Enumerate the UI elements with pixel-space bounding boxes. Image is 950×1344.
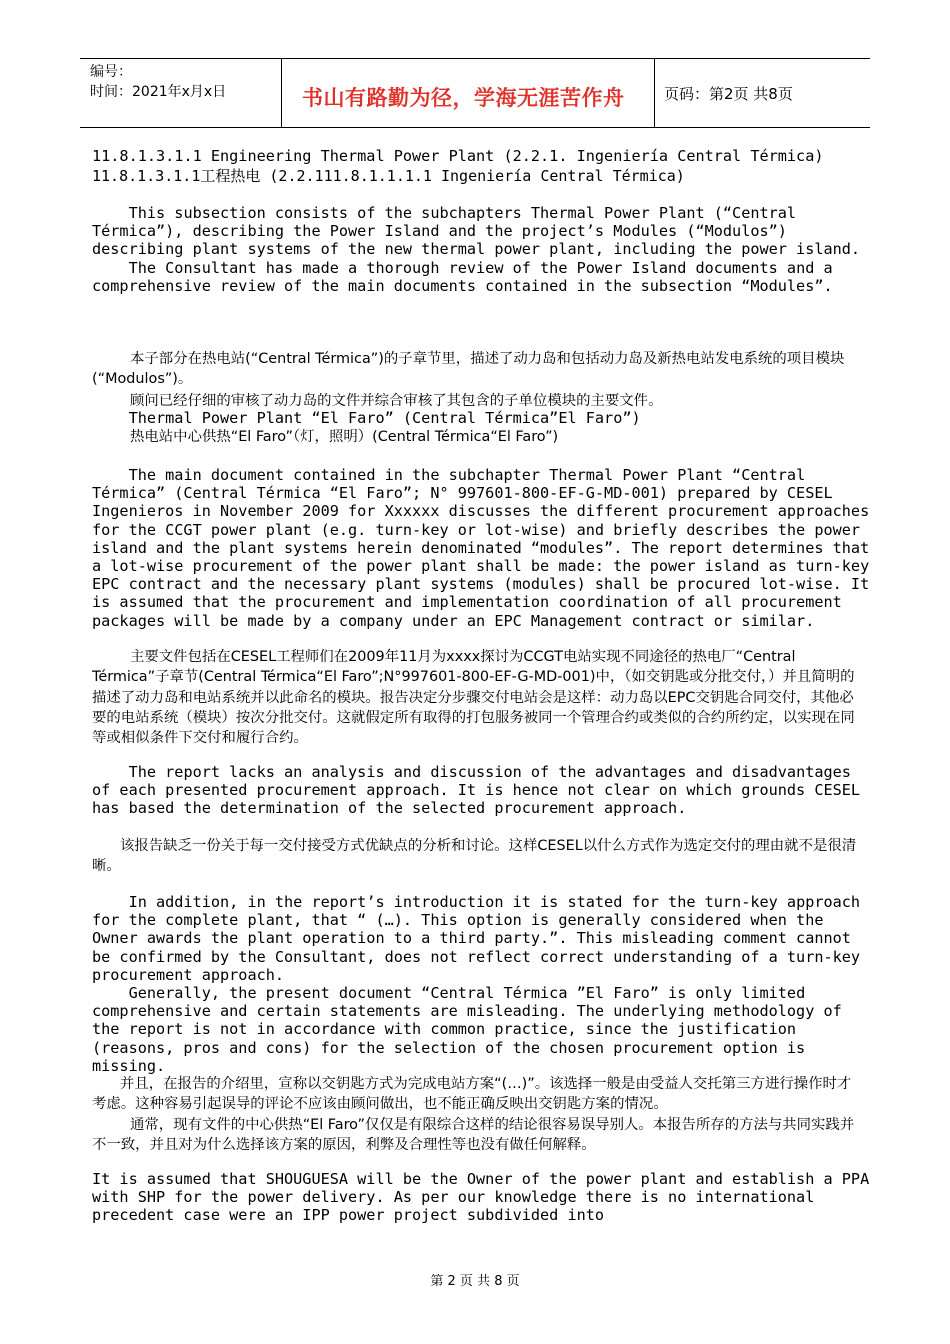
page-footer: 第 2 页 共 8 页 <box>430 1274 520 1289</box>
paragraph-3-en: The report lacks an analysis and discussion of the advantages and disadvantages of each presented procurement approach. It is hence not clear on which grounds CESEL has based the determination of the selected procurement approach. <box>92 763 870 818</box>
paragraph-3-zh: 该报告缺乏一份关于每一交付接受方式优缺点的分析和讨论。这样CESEL以什么方式作为选定交付的理由就不是很清晰。 <box>92 838 857 875</box>
page-header <box>80 58 870 128</box>
subheading-en: Thermal Power Plant “El Faro” (Central Térmica”El Faro”) <box>92 409 641 427</box>
paragraph-1-zh-b: 顾问已经仔细的审核了动力岛的文件并综合审核了其包含的子单位模块的主要文件。 <box>130 393 663 409</box>
paragraph-4-zh-b: 通常，现有文件的中心供热“El Faro”仅仅是有限综合这样的结论很容易误导别人。本报告所存的方法与共同实践并不一致，并且对为什么选择该方案的原因，利弊及合理性等也没有做任何解释。 <box>92 1117 855 1154</box>
header-page-info: 页码：第2页 共8页 <box>664 85 793 103</box>
paragraph-5-en: It is assumed that SHOUGUESA will be the Owner of the power plant and establish a PPA with SHP for the power delivery. As per our knowledge there is no international precedent case were an IPP power project subdivided into <box>92 1170 879 1225</box>
number-label: 编号： <box>90 64 132 80</box>
time-label: 时间：2021年x月x日 <box>90 84 227 100</box>
subheading-zh: 热电站中心供热“El Faro”（灯，照明）(Central Térmica“El Faro”) <box>130 429 559 445</box>
paragraph-1-zh: 本子部分在热电站(“Central Térmica”)的子章节里，描述了动力岛和包括动力岛及新热电站发电系统的项目模块(“Modulos”)。 <box>92 351 845 388</box>
header-divider <box>654 59 655 127</box>
section-heading-zh: 11.8.1.3.1.1工程热电 (2.2.111.8.1.1.1.1 Ingeniería Central Térmica) <box>92 167 685 185</box>
header-motto: 书山有路勤为径，学海无涯苦作舟 <box>302 86 625 110</box>
paragraph-4-en: In addition, in the report’s introduction it is stated for the turn-key approach for the complete plant, that “ (…). This option is generally considered when the Owner awards the plant operation to a third party.”. This misleading comment cannot be confirmed by the Consultant, does not reflect correct understanding of a turn-key procurement approach. Generally, the present document “Central Térmica ”El Faro” is only limited comprehensive and certain statements are misleading. The underlying methodology of the report is not in accordance with common practice, since the justification (reasons, pros and cons) for the selection of the chosen procurement option is missing. <box>92 893 861 1075</box>
header-meta <box>90 62 226 102</box>
paragraph-1-en: This subsection consists of the subchapters Thermal Power Plant (“Central Térmica”), describing the Power Island and the project’s Modules (“Modulos”) describing plant systems of the new thermal power plant, including the power island. The Consultant has made a thorough review of the Power Island documents and a comprehensive review of the main documents contained in the subsection “Modules”. <box>92 204 861 295</box>
paragraph-4-zh: 并且，在报告的介绍里，宣称以交钥匙方式为完成电站方案“(…)”。该选择一般是由受益人交托第三方进行操作时才考虑。这种容易引起误导的评论不应该由顾问做出，也不能正确反映出交钥匙方案的情况。 <box>92 1076 852 1113</box>
section-heading-en: 11.8.1.3.1.1 Engineering Thermal Power Plant (2.2.1. Ingeniería Central Térmica) <box>92 147 824 165</box>
paragraph-2-zh: 主要文件包括在CESEL工程师们在2009年11月为xxxx探讨为CCGT电站实现不同途径的热电厂“Central Térmica”子章节(Central Térmica“El Faro”;N°997601-800-EF-G-MD-001)中，（如交钥匙或分批交付，）并且简明的描述了动力岛和电站系统并以此命名的模块。报告决定分步骤交付电站会是这样：动力岛以EPC交钥匙合同交付，其他必要的电站系统（模块）按次分批交付。这就假定所有取得的打包服务被同一个管理合约或类似的合约所约定，以实现在同等或相似条件下交付和履行合约。 <box>92 649 855 747</box>
header-divider <box>281 59 282 127</box>
paragraph-2-en: The main document contained in the subchapter Thermal Power Plant “Central Térmica” (Central Térmica “El Faro”; N° 997601-800-EF-G-MD-001) prepared by CESEL Ingenieros in November 2009 for Xxxxxx discusses the different procurement approaches for the CCGT power plant (e.g. turn-key or lot-wise) and briefly describes the power island and the plant systems herein denominated “modules”. The report determines that a lot-wise procurement of the power plant shall be made: the power island as turn-key EPC contract and the necessary plant systems (modules) shall be procured lot-wise. It is assumed that the procurement and implementation coordination of all procurement packages will be made by a company under an EPC Management contract or similar. <box>92 466 879 630</box>
